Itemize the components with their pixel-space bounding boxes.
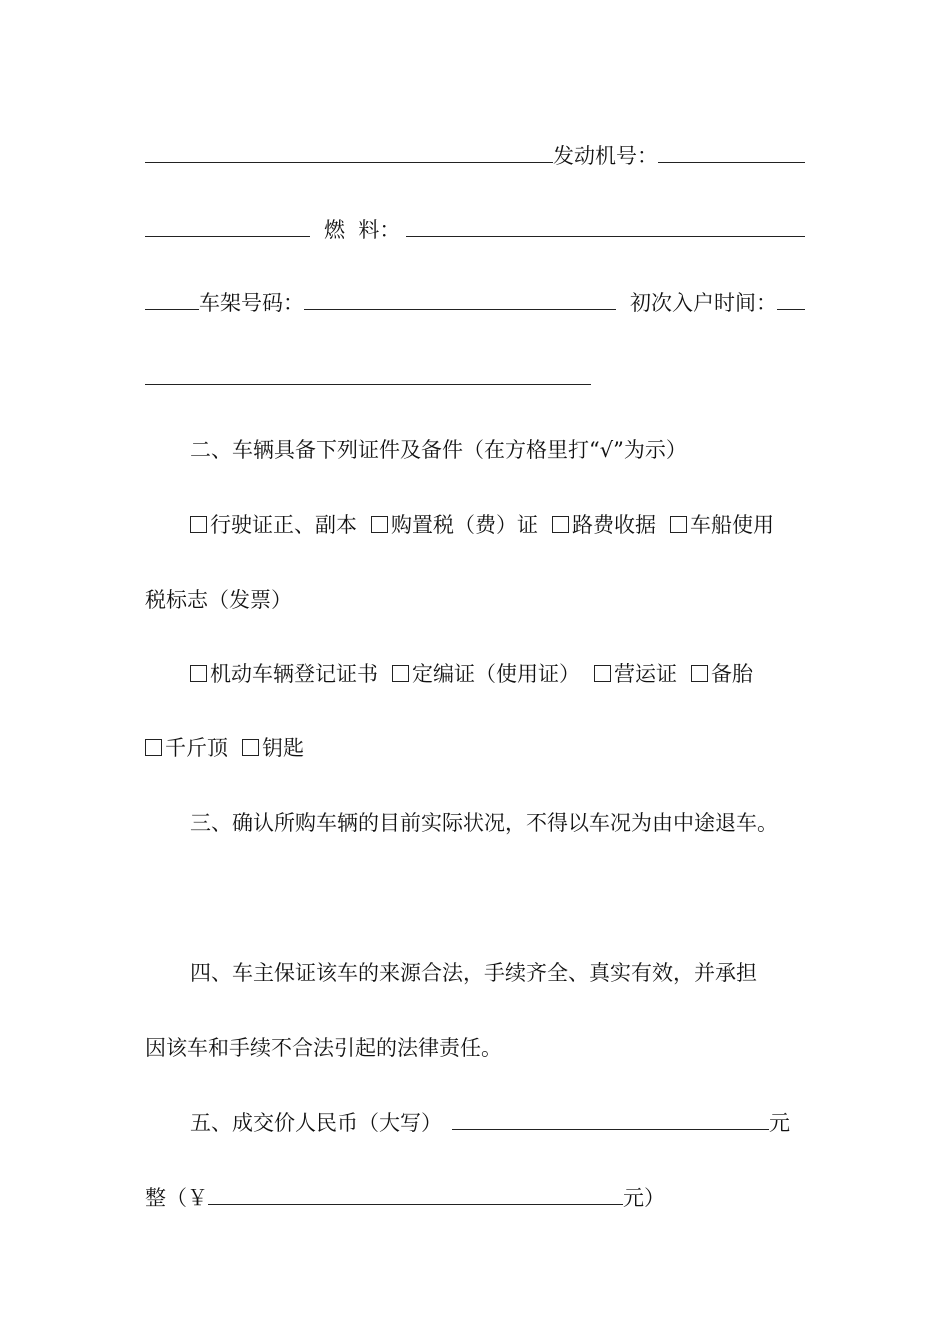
checkbox-label: 路费收据 — [572, 513, 656, 537]
checkbox[interactable] — [552, 516, 569, 533]
checkbox-label: 千斤顶 — [165, 736, 228, 760]
checkbox-label: 备胎 — [711, 662, 753, 686]
blank-field[interactable] — [145, 136, 553, 163]
engine-number-field[interactable] — [658, 136, 805, 163]
checkbox-label: 车船使用 — [690, 513, 774, 537]
checkbox[interactable] — [242, 739, 259, 756]
price-label: 五、成交价人民币（大写） — [190, 1111, 442, 1135]
checkbox-label: 定编证（使用证） — [412, 662, 580, 686]
price-numeric-field[interactable] — [208, 1178, 623, 1205]
section2-heading: 二、车辆具备下列证件及备件（在方格里打“√”为示） — [190, 438, 687, 462]
checkbox[interactable] — [594, 665, 611, 682]
engine-number-label: 发动机号： — [553, 144, 658, 168]
checkbox-item[interactable] — [552, 513, 656, 537]
fuel-field[interactable] — [406, 210, 805, 237]
yuan-close-label: 元） — [623, 1186, 665, 1210]
first-registration-continuation — [145, 358, 805, 398]
checkbox-item[interactable] — [145, 736, 228, 760]
frame-number-row — [145, 283, 805, 323]
checkbox[interactable] — [670, 516, 687, 533]
checkbox-item[interactable] — [242, 736, 304, 760]
section4-line2: 因该车和手续不合法引起的法律责任。 — [145, 1036, 502, 1060]
checkbox-item[interactable] — [392, 662, 580, 686]
checkbox[interactable] — [190, 665, 207, 682]
yuan-label: 元 — [769, 1111, 790, 1135]
checkbox-item[interactable] — [371, 513, 538, 537]
fuel-label: 燃 料： — [324, 218, 401, 242]
frame-number-label: 车架号码： — [199, 291, 304, 315]
checkbox[interactable] — [371, 516, 388, 533]
checkbox[interactable] — [392, 665, 409, 682]
section3-text: 三、确认所购车辆的目前实际状况，不得以车况为由中途退车。 — [190, 811, 778, 835]
checkbox-item[interactable] — [691, 662, 753, 686]
checkbox-label: 钥匙 — [262, 736, 304, 760]
checkbox-label: 行驶证正、副本 — [210, 513, 357, 537]
checkbox[interactable] — [145, 739, 162, 756]
checkbox-label: 机动车辆登记证书 — [210, 662, 378, 686]
first-registration-field-cont[interactable] — [145, 358, 591, 385]
frame-number-field[interactable] — [304, 283, 616, 310]
checkbox-label: 营运证 — [614, 662, 677, 686]
checkbox-item[interactable] — [594, 662, 677, 686]
certificates-row-3 — [145, 728, 805, 768]
checkbox-item[interactable] — [670, 513, 774, 537]
certificates-row-1 — [190, 505, 805, 545]
first-registration-label: 初次入户时间： — [630, 291, 777, 315]
checkbox-label: 购置税（费）证 — [391, 513, 538, 537]
price-numeric-row — [145, 1178, 665, 1218]
checkbox-item[interactable] — [190, 662, 378, 686]
first-registration-field[interactable] — [777, 283, 805, 310]
price-row — [190, 1103, 790, 1143]
fuel-row — [145, 210, 805, 250]
price-uppercase-field[interactable] — [452, 1103, 769, 1130]
certificates-row-2 — [190, 654, 805, 694]
certificates-row-1-cont: 税标志（发票） — [145, 588, 292, 612]
price-numeric-label: 整（￥ — [145, 1186, 208, 1210]
checkbox[interactable] — [190, 516, 207, 533]
blank-field[interactable] — [145, 283, 199, 310]
blank-field[interactable] — [145, 210, 310, 237]
checkbox[interactable] — [691, 665, 708, 682]
engine-number-row — [145, 136, 805, 176]
section4-line1: 四、车主保证该车的来源合法，手续齐全、真实有效，并承担 — [190, 961, 757, 985]
checkbox-item[interactable] — [190, 513, 357, 537]
